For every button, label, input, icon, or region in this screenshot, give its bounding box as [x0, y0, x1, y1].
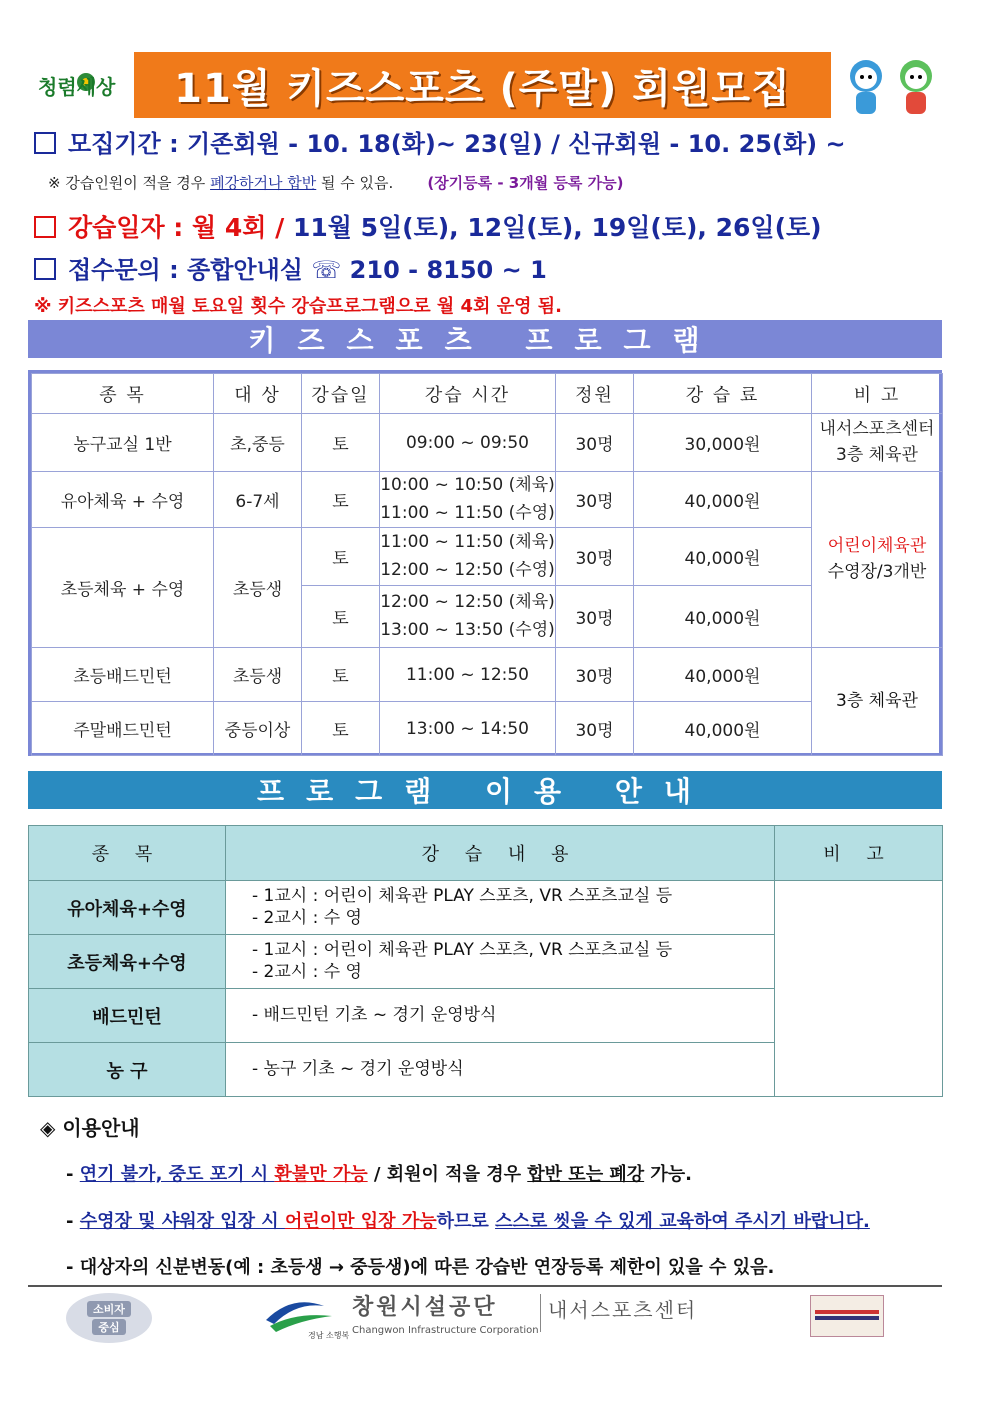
info-heading: ◈ 이용안내: [40, 1116, 140, 1140]
note-gym-3f: 3층 체육관: [812, 648, 943, 756]
sports-center-name: 내서스포츠센터: [548, 1298, 698, 1322]
consumer-badge: 소비자 중심: [66, 1293, 152, 1343]
table-header-row: 종 목 대 상 강습일 강습 시간 정원 강 습 료 비 고: [32, 374, 943, 414]
note-kids-gym: 어린이체육관 수영장/3개반: [812, 472, 943, 648]
table-row: 초등체육+수영 - 1교시 : 어린이 체육관 PLAY 스포츠, VR 스포츠교실 등 - 2교시 : 수 영: [29, 935, 943, 989]
info-pool-entry: - 수영장 및 샤워장 입장 시 어린이만 입장 가능하므로 스스로 씻을 수 있게 교육하여 주시기 바랍니다.: [66, 1211, 870, 1232]
footer-separator: [540, 1294, 541, 1332]
remarks-cell: [775, 881, 943, 1097]
corp-name: 창원시설공단: [352, 1295, 498, 1320]
table-row: 배드민턴 - 배드민턴 기초 ~ 경기 운영방식: [29, 989, 943, 1043]
mascot-characters: [838, 54, 948, 120]
table-row: 초등체육 + 수영 초등생 토 11:00 ~ 11:50 (체육) 12:00 ~ 12:50 (수영) 30명 40,000원: [32, 528, 943, 586]
table-row: 토 12:00 ~ 12:50 (체육) 13:00 ~ 13:50 (수영) 30명 40,000원: [32, 586, 943, 648]
svg-text:경남 소행복: 경남 소행복: [308, 1331, 350, 1340]
info-refund: - 연기 불가, 중도 포기 시 환불만 가능 / 회원이 적을 경우 합반 또는 폐강 가능.: [66, 1164, 693, 1185]
table-row: 유아체육+수영 - 1교시 : 어린이 체육관 PLAY 스포츠, VR 스포츠교실 등 - 2교시 : 수 영: [29, 881, 943, 935]
integrity-logo: [36, 60, 132, 110]
table-row: 주말배드민턴 중등이상 토 13:00 ~ 14:50 30명 40,000원: [32, 702, 943, 756]
svg-text:청렴세상: 청렴세상: [38, 75, 116, 99]
table-row: 유아체육 + 수영 6-7세 토 10:00 ~ 10:50 (체육) 11:00 ~ 11:50 (수영) 30명 40,000원 어린이체육관 수영장/3개반: [32, 472, 943, 528]
footer-divider: [28, 1285, 942, 1287]
table-row: 농 구 - 농구 기초 ~ 경기 운영방식: [29, 1043, 943, 1097]
note-naeseo: 내서스포츠센터 3층 체육관: [812, 414, 943, 472]
title-banner: [134, 52, 831, 118]
contact-info: 접수문의 : 종합안내실 ☏ 210 - 8150 ~ 1: [34, 250, 547, 285]
program-table: [28, 370, 942, 756]
table-row: 초등배드민턴 초등생 토 11:00 ~ 12:50 30명 40,000원 3층 체육관: [32, 648, 943, 702]
small-notice: ※ 강습인원이 적을 경우 폐강하거나 합반 될 수 있음. (장기등록 - 3개월 등록 가능): [48, 174, 624, 192]
certification-mark: [810, 1295, 884, 1337]
class-dates: 강습일자 : 월 4회 / 11월 5일(토), 12일(토), 19일(토), 26일(토): [34, 208, 822, 244]
section-title-program: 키즈스포츠 프로그램: [28, 320, 942, 358]
table-row: 농구교실 1반 초,중등 토 09:00 ~ 09:50 30명 30,000원 내서스포츠센터 3층 체육관: [32, 414, 943, 472]
corp-name-en: Changwon Infrastructure Corporation: [352, 1325, 539, 1336]
table-header-row: 종 목 강 습 내 용 비 고: [29, 826, 943, 881]
gyeongnam-logo: [262, 1290, 350, 1342]
operation-note: ※ 키즈스포츠 매월 토요일 횟수 강습프로그램으로 월 4회 운영 됨.: [34, 296, 562, 317]
page-title: 11월 키즈스포츠 (주말) 회원모집: [174, 65, 791, 112]
info-status-change: - 대상자의 신분변동(예 : 초등생 → 중등생)에 따른 강습반 연장등록 제한이 있을 수 있음.: [66, 1257, 775, 1278]
recruit-period: 모집기간 : 기존회원 - 10. 18(화)~ 23(일) / 신규회원 - 10. 25(화) ~: [34, 124, 846, 159]
section-title-guide: 프로그램 이용 안내: [28, 771, 942, 809]
guide-table: [28, 825, 942, 1093]
